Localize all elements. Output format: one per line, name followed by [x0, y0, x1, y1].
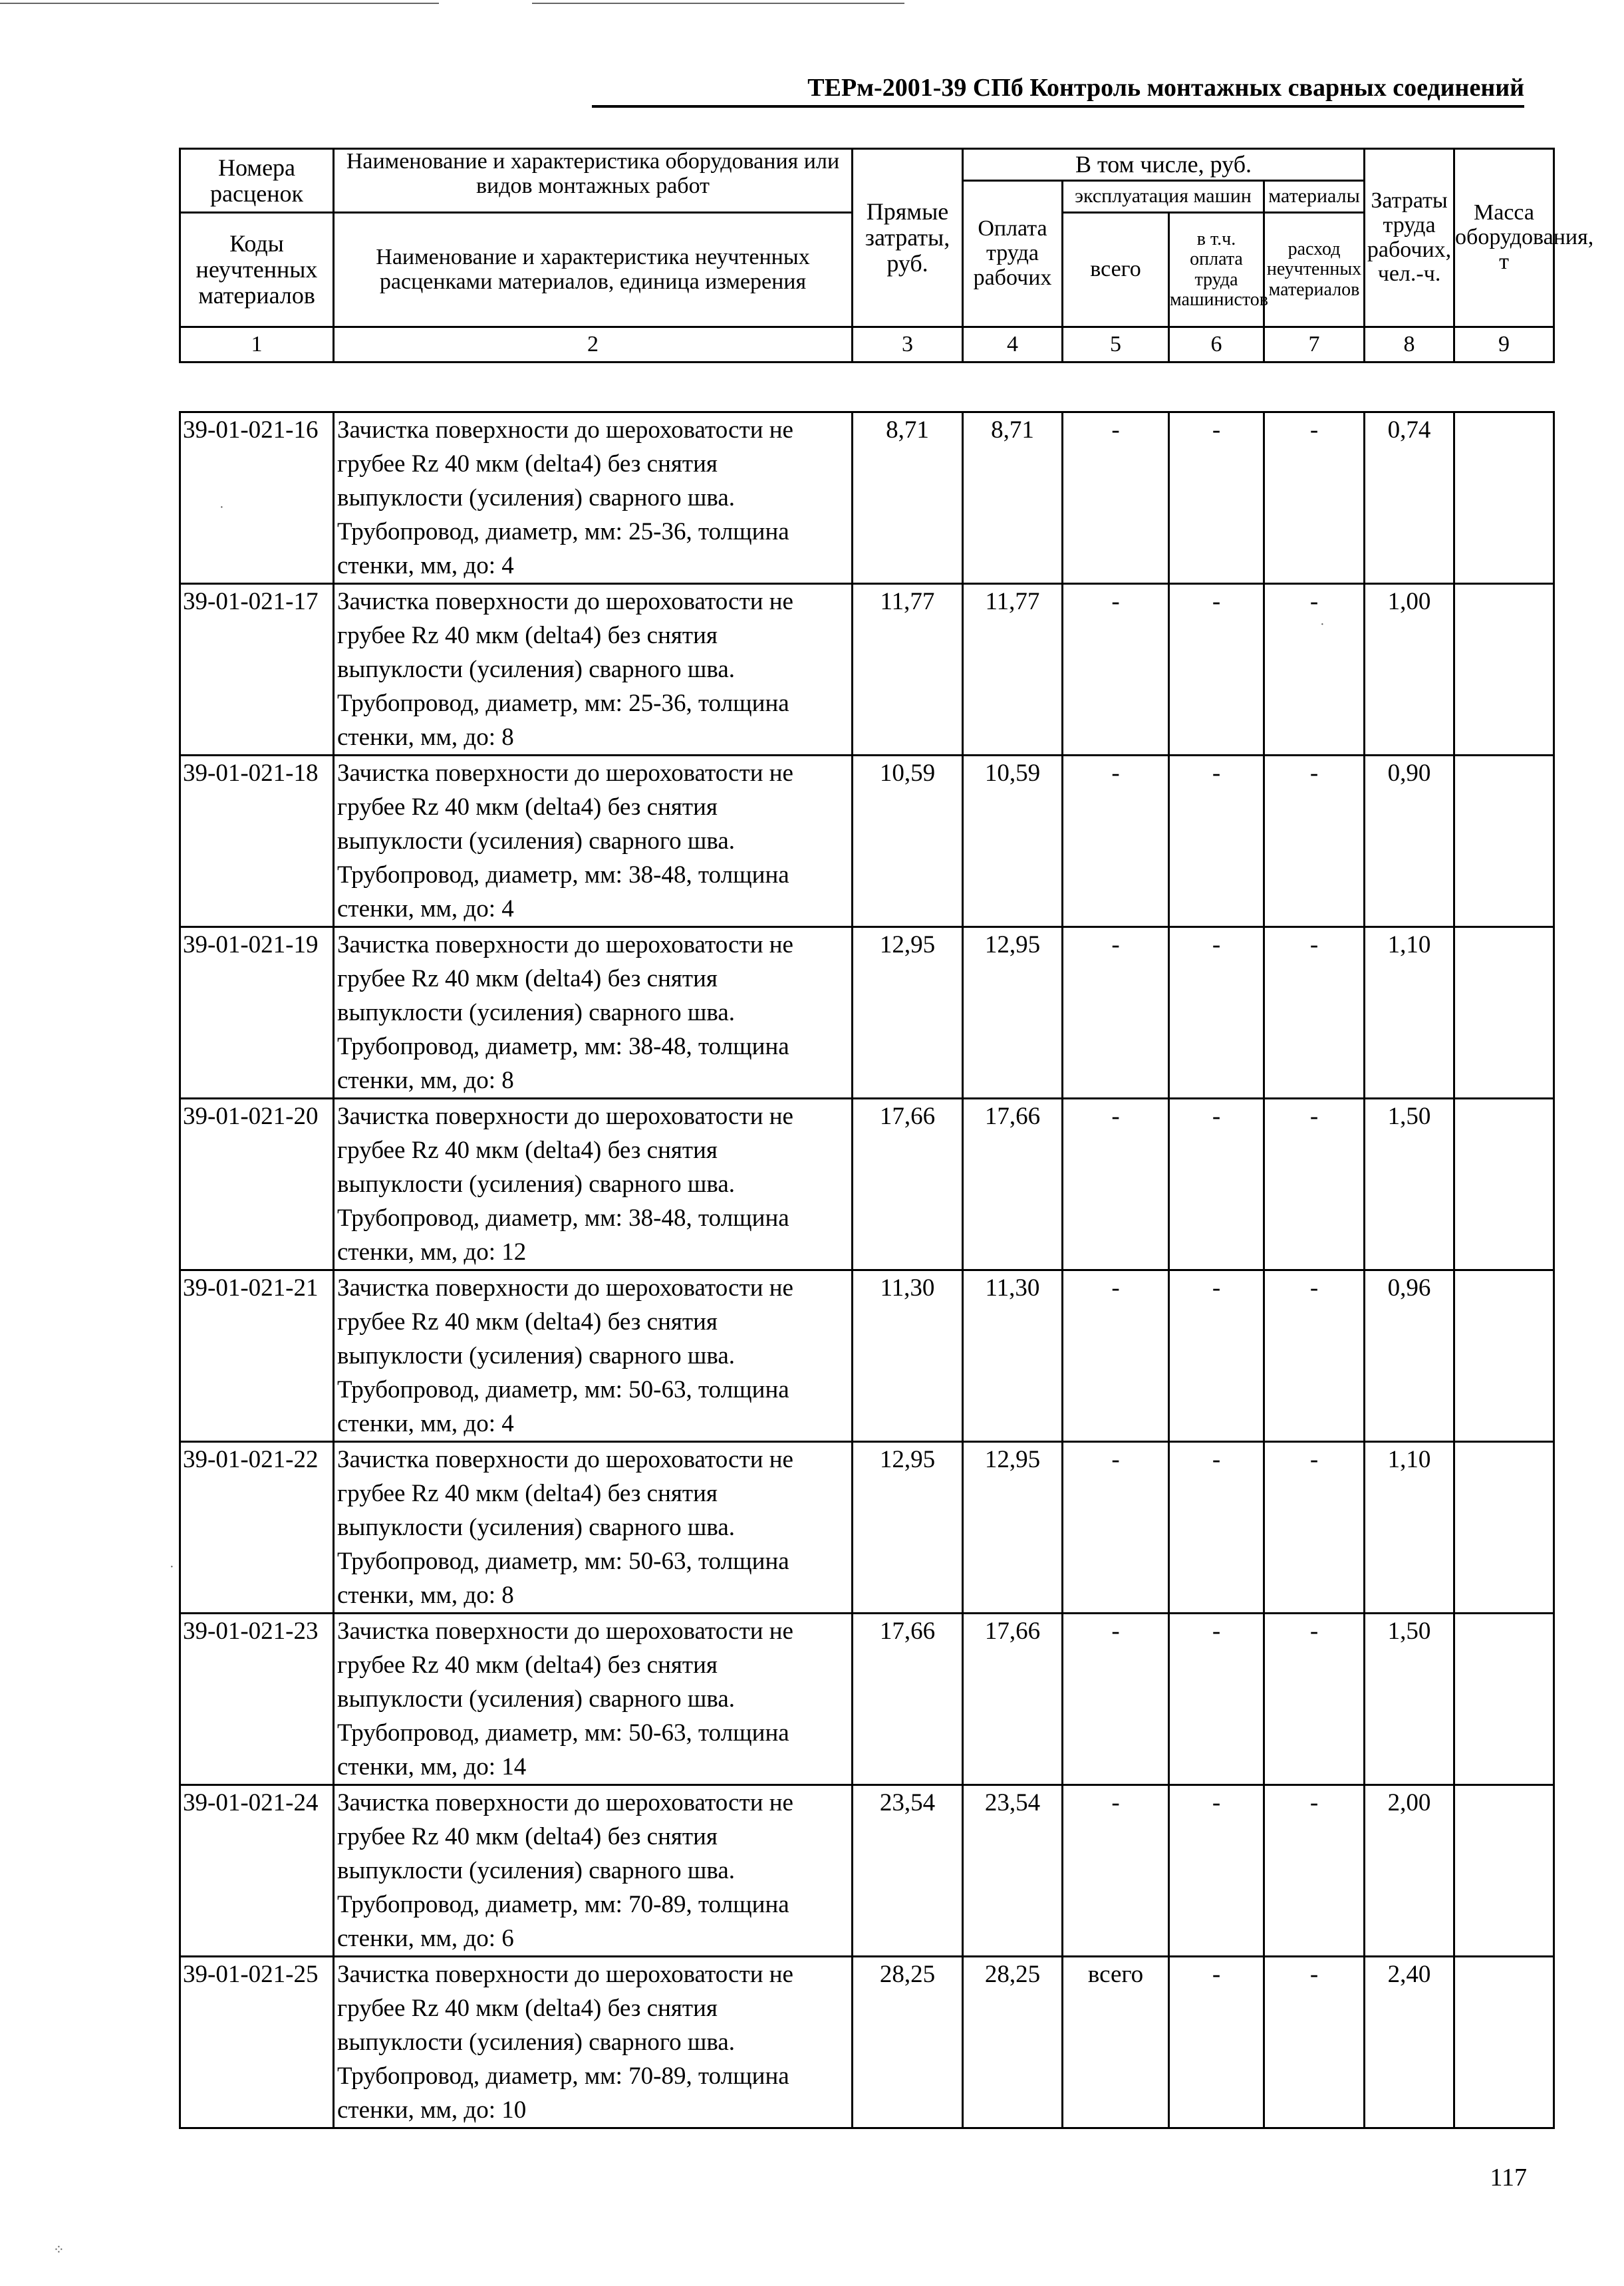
description-line: стенки, мм, до: 10: [337, 2096, 527, 2124]
table-row: [180, 1099, 1554, 1270]
rate-code: 39-01-021-23: [180, 1614, 334, 1785]
materials-usage: -: [1264, 1785, 1365, 1957]
header-unaccounted-codes: Коды неучтенных материалов: [180, 213, 334, 327]
table-row: [180, 1442, 1554, 1614]
column-number: 1: [180, 327, 334, 362]
description-line: грубее Rz 40 мкм (delta4) без снятия: [337, 1137, 718, 1164]
equipment-mass: [1454, 756, 1554, 927]
rate-code: 39-01-021-16: [180, 412, 334, 584]
materials-usage: -: [1264, 1614, 1365, 1785]
header-equipment-mass: Масса оборудования, т: [1454, 149, 1554, 327]
rate-code: 39-01-021-22: [180, 1442, 334, 1614]
header-worker-wages: Оплата труда рабочих: [963, 181, 1063, 327]
description-line: Зачистка поверхности до шероховатости не: [337, 1446, 793, 1473]
description-line: стенки, мм, до: 6: [337, 1925, 514, 1952]
description-line: грубее Rz 40 мкм (delta4) без снятия: [337, 1308, 718, 1336]
worker-wages: 17,66: [963, 1614, 1063, 1785]
direct-costs: 10,59: [853, 756, 963, 927]
rate-code: 39-01-021-17: [180, 584, 334, 756]
description-line: Трубопровод, диаметр, мм: 25-36, толщина: [337, 690, 789, 717]
labor-hours: 0,96: [1365, 1270, 1454, 1442]
worker-wages: 10,59: [963, 756, 1063, 927]
worker-wages: 11,77: [963, 584, 1063, 756]
scan-speck: ⁘: [53, 2243, 65, 2257]
table-header: [179, 148, 1594, 363]
description-line: выпуклости (усиления) сварного шва.: [337, 1171, 736, 1198]
description-line: Трубопровод, диаметр, мм: 38-48, толщина: [337, 1033, 789, 1060]
description-line: Зачистка поверхности до шероховатости не: [337, 931, 793, 958]
machines-total: -: [1063, 756, 1169, 927]
machines-total: -: [1063, 1442, 1169, 1614]
description-line: стенки, мм, до: 14: [337, 1753, 527, 1781]
direct-costs: 8,71: [853, 412, 963, 584]
column-number: 6: [1169, 327, 1264, 362]
work-description: [334, 1785, 853, 1957]
table-row: [180, 1785, 1554, 1957]
column-number: 8: [1365, 327, 1454, 362]
worker-wages: 11,30: [963, 1270, 1063, 1442]
machines-total: -: [1063, 1270, 1169, 1442]
header-unaccounted-name: Наименование и характеристика неучтенных расценками материалов, единица измерения: [334, 213, 853, 327]
description-line: выпуклости (усиления) сварного шва.: [337, 1342, 736, 1369]
machinist-wages: -: [1169, 1785, 1264, 1957]
description-line: выпуклости (усиления) сварного шва.: [337, 2029, 736, 2056]
machinist-wages: -: [1169, 1614, 1264, 1785]
description-line: грубее Rz 40 мкм (delta4) без снятия: [337, 622, 718, 649]
rate-code: 39-01-021-25: [180, 1957, 334, 2128]
description-line: Трубопровод, диаметр, мм: 25-36, толщина: [337, 518, 789, 545]
header-rule: [592, 105, 1524, 108]
column-number: 3: [853, 327, 963, 362]
rate-code: 39-01-021-19: [180, 927, 334, 1099]
table-row: [180, 1270, 1554, 1442]
labor-hours: 2,40: [1365, 1957, 1454, 2128]
labor-hours: 1,50: [1365, 1099, 1454, 1270]
machinist-wages: -: [1169, 927, 1264, 1099]
worker-wages: 23,54: [963, 1785, 1063, 1957]
work-description: [334, 584, 853, 756]
machinist-wages: -: [1169, 584, 1264, 756]
machines-total: -: [1063, 1099, 1169, 1270]
work-description: [334, 1270, 853, 1442]
header-rate-numbers: Номера расценок: [180, 149, 334, 213]
materials-usage: -: [1264, 756, 1365, 927]
description-line: стенки, мм, до: 8: [337, 724, 514, 751]
direct-costs: 11,30: [853, 1270, 963, 1442]
worker-wages: 17,66: [963, 1099, 1063, 1270]
machines-total: -: [1063, 584, 1169, 756]
table-row: [180, 1957, 1554, 2128]
machines-total: -: [1063, 927, 1169, 1099]
worker-wages: 28,25: [963, 1957, 1063, 2128]
equipment-mass: [1454, 1785, 1554, 1957]
description-line: Зачистка поверхности до шероховатости не: [337, 1789, 793, 1816]
scan-speck: ·: [219, 500, 224, 515]
work-description: [334, 927, 853, 1099]
equipment-mass: [1454, 1442, 1554, 1614]
materials-usage: -: [1264, 584, 1365, 756]
description-line: выпуклости (усиления) сварного шва.: [337, 656, 736, 683]
description-line: Зачистка поверхности до шероховатости не: [337, 760, 793, 787]
description-line: Трубопровод, диаметр, мм: 50-63, толщина: [337, 1548, 789, 1575]
table-row: [180, 412, 1554, 584]
column-number: 4: [963, 327, 1063, 362]
rate-code: 39-01-021-18: [180, 756, 334, 927]
worker-wages: 8,71: [963, 412, 1063, 584]
header-unaccounted-materials: расход неучтенных материалов: [1264, 213, 1365, 327]
description-line: выпуклости (усиления) сварного шва.: [337, 1514, 736, 1541]
column-number: 2: [334, 327, 853, 362]
description-line: выпуклости (усиления) сварного шва.: [337, 1857, 736, 1884]
scan-speck: ·: [1320, 617, 1325, 632]
description-line: стенки, мм, до: 4: [337, 895, 514, 923]
page-running-header: ТЕРм-2001-39 СПб Контроль монтажных сварных соединений: [807, 74, 1524, 102]
header-including: В том числе, руб.: [963, 149, 1365, 181]
materials-usage: -: [1264, 1957, 1365, 2128]
description-line: грубее Rz 40 мкм (delta4) без снятия: [337, 1823, 718, 1850]
labor-hours: 0,74: [1365, 412, 1454, 584]
header-machinist-wages: в т.ч. оплата труда машинистов: [1169, 213, 1264, 327]
description-line: Трубопровод, диаметр, мм: 50-63, толщина: [337, 1376, 789, 1403]
description-line: выпуклости (усиления) сварного шва.: [337, 1685, 736, 1713]
machines-total: всего: [1063, 1957, 1169, 2128]
description-line: Зачистка поверхности до шероховатости не: [337, 1618, 793, 1645]
description-line: стенки, мм, до: 8: [337, 1582, 514, 1609]
table-row: [180, 584, 1554, 756]
column-number: 5: [1063, 327, 1169, 362]
machines-total: -: [1063, 412, 1169, 584]
page-number: 117: [1490, 2164, 1527, 2192]
equipment-mass: [1454, 1957, 1554, 2128]
column-number: 7: [1264, 327, 1365, 362]
machines-total: -: [1063, 1785, 1169, 1957]
description-line: выпуклости (усиления) сварного шва.: [337, 827, 736, 855]
rates-table: [179, 411, 1555, 2129]
materials-usage: -: [1264, 1099, 1365, 1270]
description-line: Трубопровод, диаметр, мм: 70-89, толщина: [337, 2063, 789, 2090]
description-line: Трубопровод, диаметр, мм: 70-89, толщина: [337, 1891, 789, 1918]
direct-costs: 23,54: [853, 1785, 963, 1957]
header-labor-costs: Затраты труда рабочих, чел.-ч.: [1365, 149, 1454, 327]
work-description: [334, 412, 853, 584]
table-row: [180, 1614, 1554, 1785]
labor-hours: 1,50: [1365, 1614, 1454, 1785]
header-work-name: Наименование и характеристика оборудования или видов монтажных работ: [334, 149, 853, 213]
work-description: [334, 1957, 853, 2128]
description-line: стенки, мм, до: 8: [337, 1067, 514, 1094]
description-line: грубее Rz 40 мкм (delta4) без снятия: [337, 793, 718, 821]
equipment-mass: [1454, 412, 1554, 584]
description-line: Трубопровод, диаметр, мм: 38-48, толщина: [337, 861, 789, 889]
description-line: Зачистка поверхности до шероховатости не: [337, 1961, 793, 1988]
machinist-wages: -: [1169, 1270, 1264, 1442]
direct-costs: 17,66: [853, 1614, 963, 1785]
direct-costs: 11,77: [853, 584, 963, 756]
description-line: Зачистка поверхности до шероховатости не: [337, 588, 793, 615]
machinist-wages: -: [1169, 1099, 1264, 1270]
table-row: [180, 756, 1554, 927]
description-line: грубее Rz 40 мкм (delta4) без снятия: [337, 965, 718, 992]
machinist-wages: -: [1169, 1442, 1264, 1614]
labor-hours: 2,00: [1365, 1785, 1454, 1957]
machinist-wages: -: [1169, 756, 1264, 927]
description-line: выпуклости (усиления) сварного шва.: [337, 484, 736, 511]
header-machine-operation: эксплуатация машин: [1063, 181, 1264, 213]
scan-artifact-line: [0, 3, 439, 4]
rate-code: 39-01-021-20: [180, 1099, 334, 1270]
column-number: 9: [1454, 327, 1554, 362]
description-line: стенки, мм, до: 4: [337, 552, 514, 579]
description-line: грубее Rz 40 мкм (delta4) без снятия: [337, 1651, 718, 1679]
header-direct-costs: Прямые затраты, руб.: [853, 149, 963, 327]
materials-usage: -: [1264, 1442, 1365, 1614]
description-line: грубее Rz 40 мкм (delta4) без снятия: [337, 1480, 718, 1507]
description-line: стенки, мм, до: 4: [337, 1410, 514, 1437]
description-line: Зачистка поверхности до шероховатости не: [337, 1103, 793, 1130]
labor-hours: 1,10: [1365, 927, 1454, 1099]
description-line: грубее Rz 40 мкм (delta4) без снятия: [337, 450, 718, 478]
labor-hours: 1,00: [1365, 584, 1454, 756]
description-line: Трубопровод, диаметр, мм: 50-63, толщина: [337, 1719, 789, 1747]
description-line: стенки, мм, до: 12: [337, 1238, 527, 1266]
labor-hours: 1,10: [1365, 1442, 1454, 1614]
description-line: выпуклости (усиления) сварного шва.: [337, 999, 736, 1026]
work-description: [334, 756, 853, 927]
rate-code: 39-01-021-24: [180, 1785, 334, 1957]
work-description: [334, 1614, 853, 1785]
worker-wages: 12,95: [963, 927, 1063, 1099]
worker-wages: 12,95: [963, 1442, 1063, 1614]
work-description: [334, 1099, 853, 1270]
header-machines-total: всего: [1063, 213, 1169, 327]
materials-usage: -: [1264, 1270, 1365, 1442]
scan-artifact-line: [532, 3, 904, 4]
equipment-mass: [1454, 1099, 1554, 1270]
machinist-wages: -: [1169, 412, 1264, 584]
equipment-mass: [1454, 927, 1554, 1099]
description-line: грубее Rz 40 мкм (delta4) без снятия: [337, 1995, 718, 2022]
equipment-mass: [1454, 1614, 1554, 1785]
description-line: Трубопровод, диаметр, мм: 38-48, толщина: [337, 1205, 789, 1232]
materials-usage: -: [1264, 412, 1365, 584]
labor-hours: 0,90: [1365, 756, 1454, 927]
direct-costs: 12,95: [853, 927, 963, 1099]
machinist-wages: -: [1169, 1957, 1264, 2128]
direct-costs: 17,66: [853, 1099, 963, 1270]
equipment-mass: [1454, 1270, 1554, 1442]
machines-total: -: [1063, 1614, 1169, 1785]
rate-code: 39-01-021-21: [180, 1270, 334, 1442]
equipment-mass: [1454, 584, 1554, 756]
header-materials: материалы: [1264, 181, 1365, 213]
materials-usage: -: [1264, 927, 1365, 1099]
work-description: [334, 1442, 853, 1614]
description-line: Зачистка поверхности до шероховатости не: [337, 416, 793, 444]
description-line: Зачистка поверхности до шероховатости не: [337, 1274, 793, 1302]
direct-costs: 12,95: [853, 1442, 963, 1614]
scan-speck: ·: [170, 1560, 174, 1574]
direct-costs: 28,25: [853, 1957, 963, 2128]
table-row: [180, 927, 1554, 1099]
